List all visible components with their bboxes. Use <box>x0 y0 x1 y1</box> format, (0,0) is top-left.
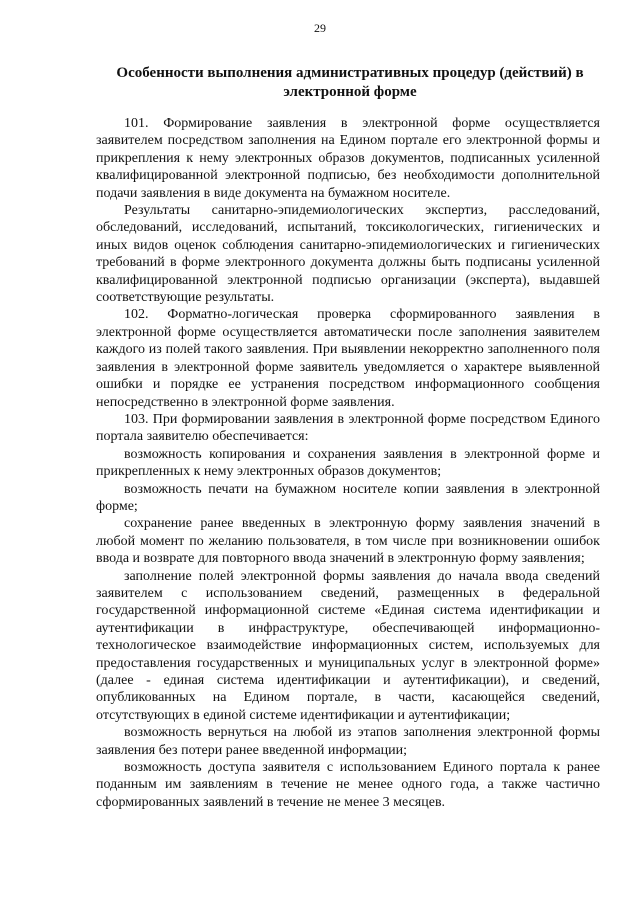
section-title: Особенности выполнения административных процедур (действий) в электронной форме <box>116 65 584 100</box>
paragraph-103: 103. При формировании заявления в электронной форме посредством Единого портала заявителю обеспечивается: <box>96 411 600 445</box>
page-number: 29 <box>314 21 326 35</box>
list-item-return-step: возможность вернуться на любой из этапов заполнения электронной формы заявления без потери ранее введенной информации; <box>96 725 600 758</box>
list-item-copy-save: возможность копирования и сохранения заявления в электронной форме и прикрепленных к нему электронных образов документов; <box>96 446 600 480</box>
list-item-access-history: возможность доступа заявителя с использованием Единого портала к ранее поданным им заявлениям в течение не менее одного года, а также частично сформированных заявлений в течение не менее 3 месяцев. <box>96 760 600 810</box>
paragraph-102: 102. Форматно-логическая проверка сформированного заявления в электронной форме осуществляется автоматически после заполнения заявителем каждого из полей такого заявления. При выявлении некорректно заполненного поля заявления в электронной форме заявитель уведомляется о характере выявленной ошибки и порядке ее устранения посредством информационного сообщения непосредственно в электронной форме заявления. <box>96 307 600 410</box>
paragraph-101: 101. Формирование заявления в электронной форме осуществляется заявителем посредством заполнения на Едином портале его электронной формы и прикрепления к нему электронных образов документов, подписанных усиленной квалифицированной электронной подписью, без необходимости дополнительной подачи заявления в виде документа на бумажном носителе. <box>96 116 600 201</box>
paragraph-results: Результаты санитарно-эпидемиологических экспертиз, расследований, обследований, исследований, испытаний, токсикологических, гигиенических и иных видов оценок соблюдения санитарно-эпидемиологических и гигиенических требований в форме электронного документа должны быть подписаны усиленной квалифицированной электронной подписью организации (эксперта), выдавшей соответствующие результаты. <box>96 203 600 306</box>
list-item-print: возможность печати на бумажном носителе копии заявления в электронной форме; <box>96 481 600 514</box>
document-body <box>96 115 600 811</box>
list-item-save-values: сохранение ранее введенных в электронную форму заявления значений в любой момент по желанию пользователя, в том числе при возникновении ошибок ввода и возврате для повторного ввода значений в электронную форму заявления; <box>96 516 600 567</box>
list-item-autofill: заполнение полей электронной формы заявления до начала ввода сведений заявителем с использованием сведений, размещенных в федеральной государственной информационной системе «Единая система идентификации и аутентификации в инфраструктуре, обеспечивающей информационно-технологическое взаимодействие информационных систем, используемых для предоставления государственных и муниципальных услуг в электронной форме» (далее - единая система идентификации и аутентификации), и сведений, опубликованных на Едином портале, в части, касающейся сведений, отсутствующих в единой системе идентификации и аутентификации; <box>96 568 600 723</box>
